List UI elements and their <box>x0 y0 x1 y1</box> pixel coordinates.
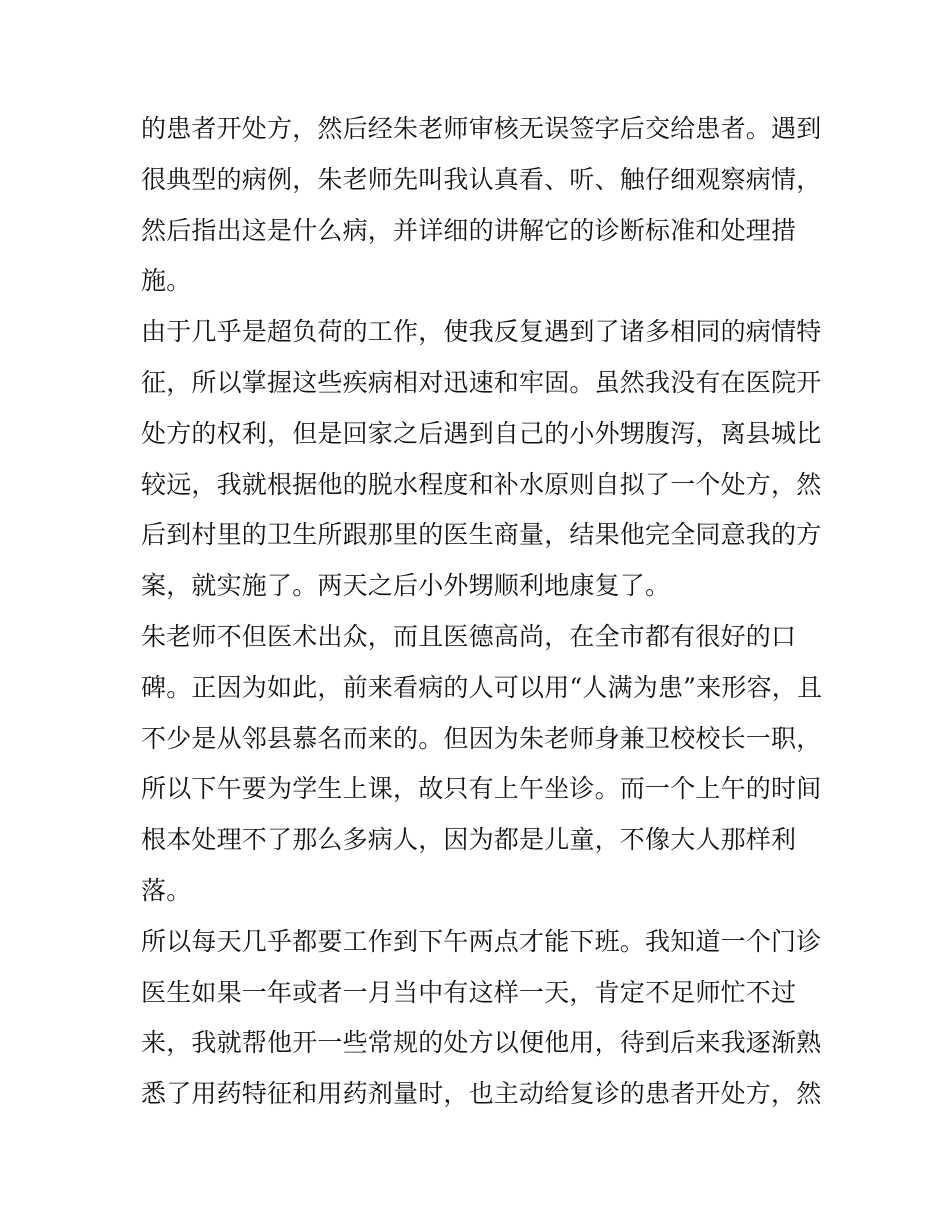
text-line-8: 较远，我就根据他的脱水程度和补水原则自拟了一个处方，然 <box>141 469 822 499</box>
text-line-5: 由于几乎是超负荷的工作，使我反复遇到了诸多相同的病情特 <box>141 317 822 347</box>
text-line-20: 悉了用药特征和用药剂量时，也主动给复诊的患者开处方，然 <box>141 1079 822 1109</box>
text-line-15: 根本处理不了那么多病人，因为都是儿童，不像大人那样利 <box>141 825 797 855</box>
text-line-17: 所以每天几乎都要工作到下午两点才能下班。我知道一个门诊 <box>141 926 822 956</box>
text-line-11: 朱老师不但医术出众，而且医德高尚，在全市都有很好的口 <box>141 621 797 651</box>
text-line-3: 然后指出这是什么病，并详细的讲解它的诊断标准和处理措 <box>141 215 797 245</box>
text-line-1: 的患者开处方，然后经朱老师审核无误签字后交给患者。遇到 <box>141 114 822 143</box>
text-line-12: 碑。正因为如此，前来看病的人可以用“人满为患”来形容，且 <box>141 672 823 702</box>
text-line-2: 很典型的病例，朱老师先叫我认真看、听、触仔细观察病情， <box>141 164 822 194</box>
text-line-6: 征，所以掌握这些疾病相对迅速和牢固。虽然我没有在医院开 <box>141 367 822 397</box>
text-line-13: 不少是从邻县慕名而来的。但因为朱老师身兼卫校校长一职， <box>141 723 822 753</box>
text-line-9: 后到村里的卫生所跟那里的医生商量，结果他完全同意我的方 <box>141 520 822 550</box>
text-line-19: 来，我就帮他开一些常规的处方以便他用，待到后来我逐渐熟 <box>141 1028 822 1058</box>
text-line-18: 医生如果一年或者一月当中有这样一天，肯定不足师忙不过 <box>141 977 797 1007</box>
text-line-14: 所以下午要为学生上课，故只有上午坐诊。而一个上午的时间 <box>141 774 822 804</box>
text-line-10: 案，就实施了。两天之后小外甥顺利地康复了。 <box>141 571 671 601</box>
text-line-7: 处方的权利，但是回家之后遇到自己的小外甥腹泻，离县城比 <box>141 418 822 448</box>
document-body <box>141 104 821 1120</box>
text-line-16: 落。 <box>141 875 192 905</box>
text-line-4: 施。 <box>141 266 192 296</box>
